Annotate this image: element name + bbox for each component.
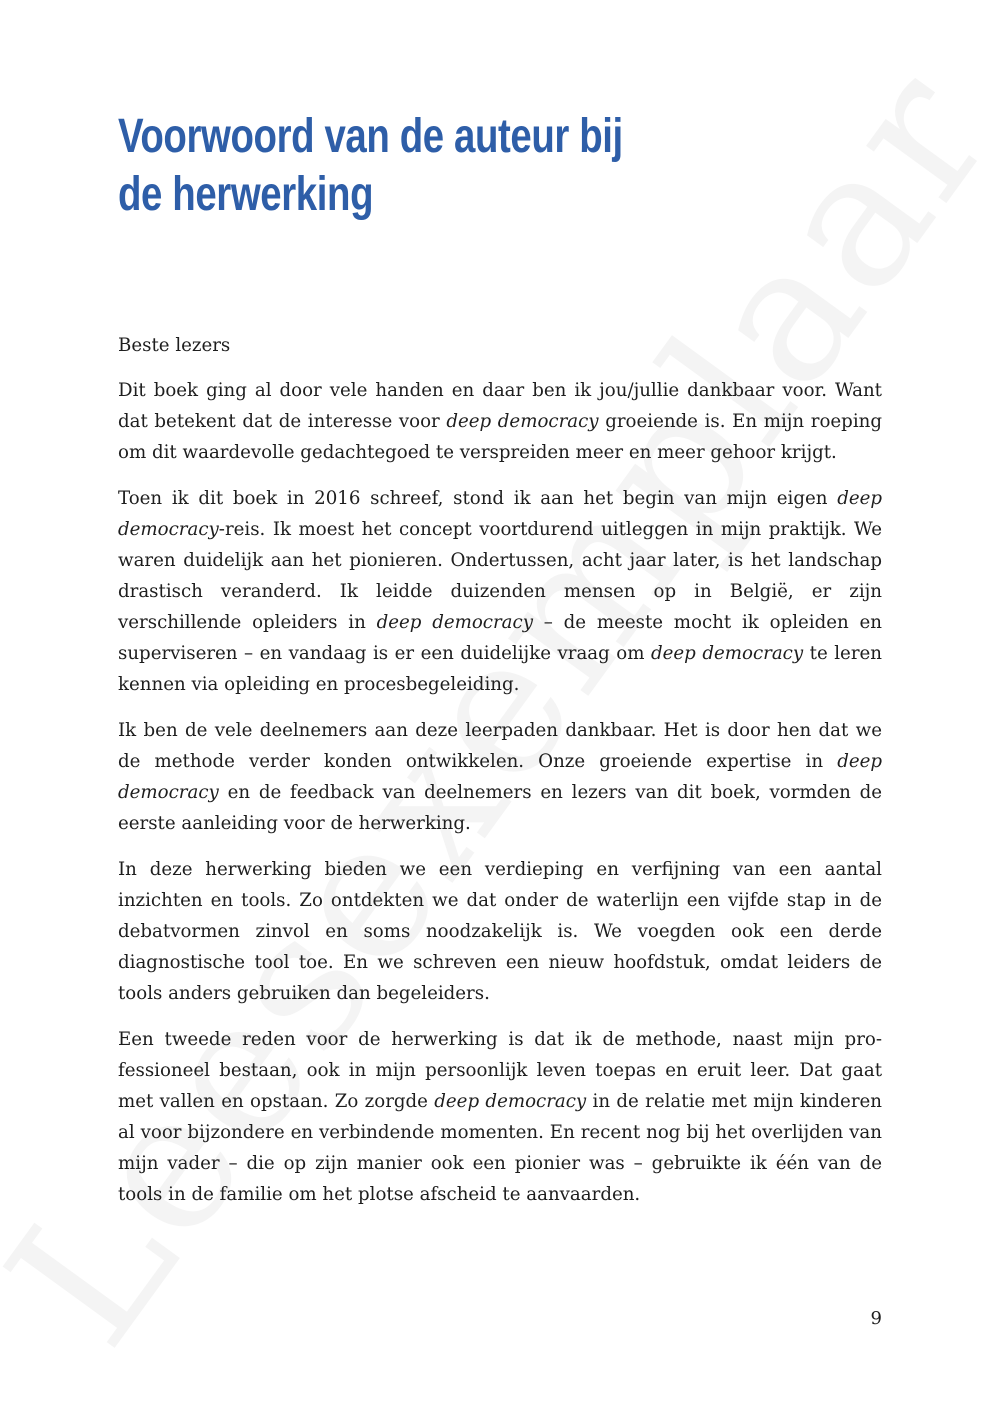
- paragraph-2-emphasis-f: deep democracy: [651, 643, 804, 664]
- paragraph-2: [118, 483, 882, 700]
- paragraph-5-emphasis: deep democracy: [434, 1091, 587, 1112]
- paragraph-5-text-c: in de relatie met mijn kinderen al voor bijzondere en verbindende momenten. En recent nog bij het overlijden van mijn vader – die op zijn manier ook een pionier was – gebruikte ik één van de tools in de familie om het plotse afscheid te aanvaarden.: [118, 1091, 882, 1205]
- body-text: [118, 330, 882, 1225]
- paragraph-2-text-g: te leren kennen via opleiding en procesbegeleiding.: [118, 643, 882, 695]
- paragraph-4-text: In deze herwerking bieden we een verdieping en verfijning van een aantal inzichten en tools. Zo ontdekten we dat onder de waterlijn een vijfde stap in de debatvormen zinvol en soms noodzakelijk is. We voegden ook een derde diagnostische tool toe. En we schreven een nieuw hoofdstuk, omdat leiders de tools anders gebruiken dan begeleiders.: [118, 859, 882, 1004]
- paragraph-1-text-a: Dit boek ging al door vele handen en daar ben ik jou/jullie dankbaar voor. Want dat betekent dat de interesse voor: [118, 380, 882, 432]
- paragraph-2-text-a: Toen ik dit boek in 2016 schreef, stond ik aan het begin van mijn eigen: [118, 488, 838, 509]
- paragraph-3-text-c: en de feedback van deelnemers en lezers van dit boek, vormden de eerste aanleiding voor de herwerking.: [118, 782, 882, 834]
- page-title: [118, 108, 729, 224]
- paragraph-1-text-c: groeiende is. En mijn roeping om dit waardevolle gedachtegoed te verspreiden meer en meer gehoor krijgt.: [118, 411, 882, 463]
- paragraph-3: [118, 715, 882, 839]
- paragraph-2-emphasis-b: deep democracy: [118, 488, 882, 540]
- salutation: Beste lezers: [118, 335, 231, 356]
- paragraph-2-text-c: -reis. Ik moest het concept voortdurend uitleggen in mijn praktijk. We waren duidelijk aan het pionieren. Ondertussen, acht jaar later, is het landschap drastisch veranderd. Ik leidde duizenden mensen op in België, er zijn verschillende opleiders in: [118, 519, 882, 633]
- paragraph-3-text-a: Ik ben de vele deelnemers aan deze leerpaden dankbaar. Het is door hen dat we de methode verder konden ontwikkelen. Onze groeiende expertise in: [118, 720, 882, 772]
- paragraph-1-emphasis: deep democracy: [446, 411, 599, 432]
- paragraph-5-text-a: Een tweede reden voor de herwerking is dat ik de methode, naast mijn professioneel bestaan, ook in mijn persoonlijk leven toepas en eruit leer. Dat gaat met vallen en opstaan. Zo zorgde: [118, 1029, 882, 1112]
- title-line-1: Voorwoord van de auteur bij: [118, 110, 623, 163]
- paragraph-2-emphasis-d: deep democracy: [376, 612, 533, 633]
- title-line-2: de herwerking: [118, 168, 374, 221]
- page-number: 9: [870, 1308, 882, 1329]
- paragraph-2-text-e: – de meeste mocht ik opleiden en superviseren – en vandaag is er een duidelijke vraag om: [118, 612, 882, 664]
- paragraph-3-emphasis: deep democracy: [118, 751, 882, 803]
- paragraph-1: [118, 375, 882, 468]
- paragraph-4: [118, 854, 882, 1009]
- paragraph-5: [118, 1024, 882, 1210]
